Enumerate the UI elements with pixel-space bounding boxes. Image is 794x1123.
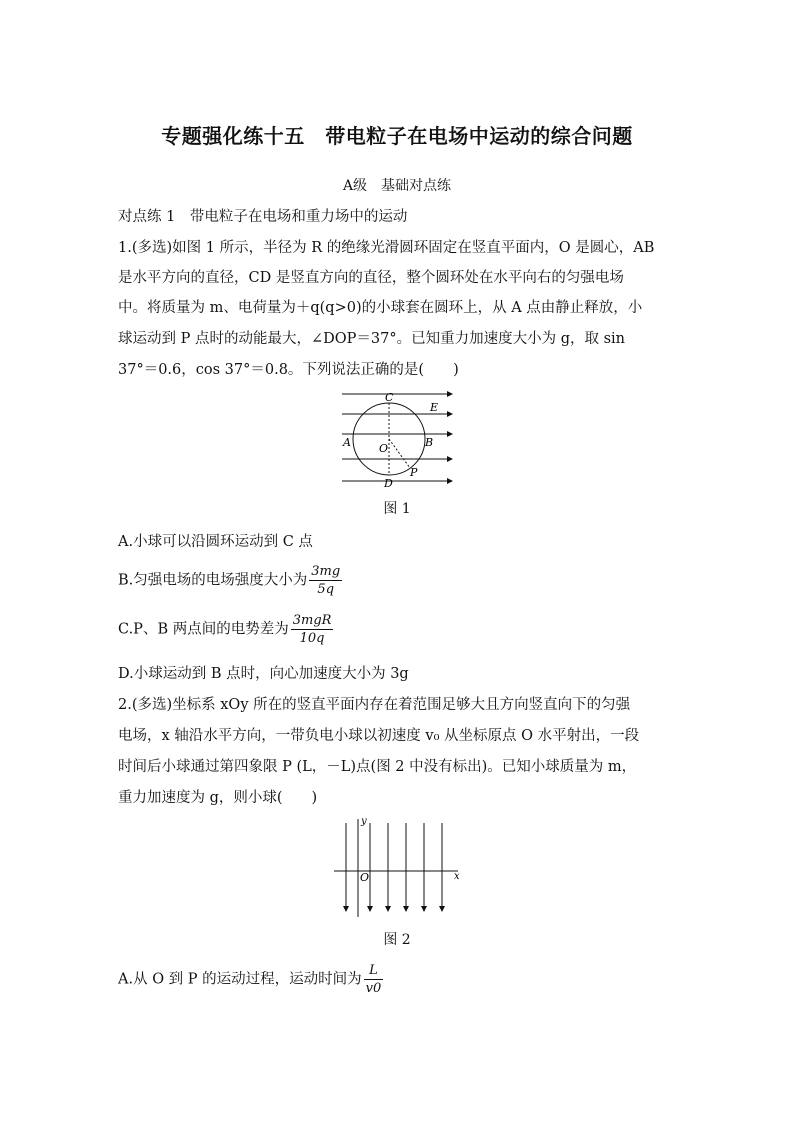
radius-op bbox=[389, 439, 410, 468]
q1-option-b-text: B.匀强电场的电场强度大小为 bbox=[118, 572, 308, 589]
fraction-denominator: 5q bbox=[317, 582, 335, 597]
label-d: D bbox=[384, 477, 393, 488]
q1-option-c bbox=[118, 612, 335, 647]
label-o: O bbox=[360, 871, 370, 884]
figure-1-caption: 图 1 bbox=[383, 501, 411, 517]
page-title: 专题强化练十五 带电粒子在电场中运动的综合问题 bbox=[161, 124, 633, 148]
fraction-denominator: 10q bbox=[299, 631, 325, 646]
fraction-numerator: 3mg bbox=[311, 564, 341, 579]
q1-option-a: A.小球可以沿圆环运动到 C 点 bbox=[118, 534, 313, 550]
q1-option-d: D.小球运动到 B 点时，向心加速度大小为 3g bbox=[118, 666, 409, 682]
q2-line-4: 重力加速度为 g，则小球( ) bbox=[118, 790, 318, 806]
label-a: A bbox=[343, 436, 351, 449]
label-c: C bbox=[385, 391, 394, 404]
q1-option-c-text: C.P、B 两点间的电势差为 bbox=[118, 621, 289, 638]
label-p: P bbox=[410, 466, 418, 479]
label-e: E bbox=[430, 401, 439, 414]
q1-line-1: 1.(多选)如图 1 所示，半径为 R 的绝缘光滑圆环固定在竖直平面内，O 是圆心，AB bbox=[118, 240, 655, 256]
q2-option-a-text: A.从 O 到 P 的运动过程，运动时间为 bbox=[118, 971, 362, 988]
q1-line-5: 37°＝0.6，cos 37°＝0.8。下列说法正确的是( ) bbox=[118, 362, 459, 378]
figure-2-caption: 图 2 bbox=[383, 932, 411, 948]
q1-line-3: 中。将质量为 m、电荷量为＋q(q>0)的小球套在圆环上，从 A 点由静止释放，小 bbox=[118, 300, 643, 316]
fraction bbox=[364, 962, 384, 997]
level-heading: A级 基础对点练 bbox=[342, 178, 452, 194]
q2-line-3: 时间后小球通过第四象限 P (L，－L)点(图 2 中没有标出)。已知小球质量为 m， bbox=[118, 759, 637, 775]
fraction bbox=[291, 612, 334, 647]
q1-line-2: 是水平方向的直径，CD 是竖直方向的直径，整个圆环处在水平向右的匀强电场 bbox=[118, 270, 624, 286]
label-y: y bbox=[361, 816, 367, 827]
q1-line-4: 球运动到 P 点时的动能最大，∠DOP＝37°。已知重力加速度大小为 g，取 sin bbox=[118, 331, 626, 347]
label-o: O bbox=[379, 442, 389, 455]
fraction bbox=[309, 563, 342, 598]
fraction-denominator: v0 bbox=[365, 981, 382, 996]
fraction-numerator: 3mgR bbox=[292, 613, 332, 628]
q2-line-1: 2.(多选)坐标系 xOy 所在的竖直平面内存在着范围足够大且方向竖直向下的匀强 bbox=[118, 697, 631, 713]
q1-option-b bbox=[118, 563, 344, 598]
q2-line-2: 电场，x 轴沿水平方向，一带负电小球以初速度 v₀ 从坐标原点 O 水平射出，一段 bbox=[118, 728, 640, 744]
figure-2-coordinate-field bbox=[330, 815, 465, 920]
label-b: B bbox=[425, 436, 434, 449]
fraction-numerator: L bbox=[364, 962, 384, 980]
q2-option-a bbox=[118, 962, 385, 997]
figure-1-circle-field bbox=[338, 388, 458, 488]
section-heading: 对点练 1 带电粒子在电场和重力场中的运动 bbox=[118, 209, 408, 225]
label-x: x bbox=[454, 871, 460, 882]
